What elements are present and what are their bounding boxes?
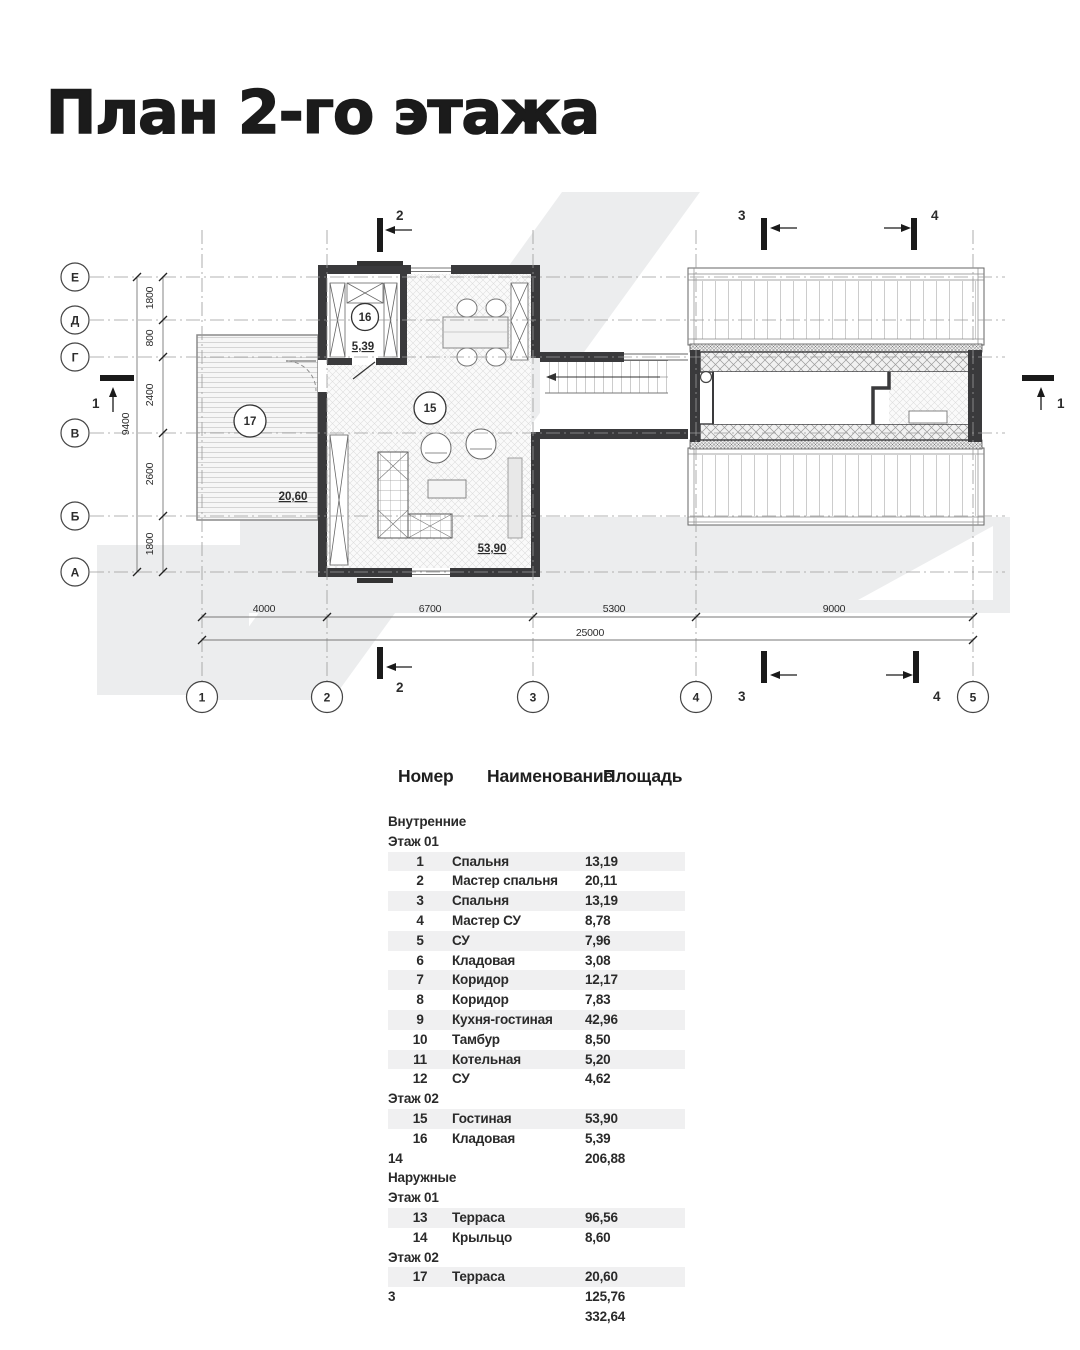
page-title: План 2-го этажа [46, 78, 600, 148]
table-row: 12 СУ 4,62 [412, 1071, 611, 1087]
table-section-row: Этаж 02 [388, 1249, 439, 1265]
header-area: Площадь [603, 766, 683, 786]
table-row: 2 Мастер спальня 20,11 [416, 873, 618, 889]
section-label: 4 [933, 689, 941, 704]
table-section-row: Внутренние [388, 814, 467, 829]
svg-text:4000: 4000 [252, 603, 276, 615]
header-name: Наименование [487, 766, 613, 786]
corridor-furniture [909, 411, 947, 423]
table-section-row: Этаж 01 [388, 1190, 439, 1206]
axis-label: Д [70, 313, 80, 328]
axis-label: Е [70, 270, 80, 285]
wardrobe [511, 283, 528, 360]
axis-label: 2 [323, 690, 331, 705]
svg-text:25000: 25000 [575, 627, 605, 639]
rooms-table [388, 766, 685, 1327]
svg-text:1800: 1800 [144, 286, 156, 310]
table-summary-row: 3 125,76 [388, 1289, 626, 1305]
table-row: 11 Котельная 5,20 [388, 1050, 685, 1070]
header-number: Номер [398, 766, 454, 786]
table-section-row: Этаж 01 [388, 833, 439, 849]
svg-text:5300: 5300 [602, 603, 626, 615]
section-label: 1 [92, 396, 100, 411]
table-row: 9 Кухня-гостиная 42,96 [388, 1010, 685, 1030]
row-axis-bubbles [61, 263, 89, 586]
svg-text:1800: 1800 [144, 532, 156, 556]
section-label: 2 [396, 208, 404, 223]
section-label: 3 [738, 208, 746, 223]
room-area: 5,39 [351, 341, 375, 353]
table-row: 5 СУ 7,96 [388, 931, 685, 951]
table-row: 14 Крыльцо 8,60 [412, 1229, 611, 1245]
stairs [540, 352, 690, 439]
table-section-row: Этаж 02 [388, 1091, 439, 1107]
section-label: 3 [738, 689, 746, 704]
axis-label: 4 [692, 690, 700, 705]
section-label: 1 [1057, 396, 1065, 411]
table-header [388, 766, 685, 812]
axis-label: 1 [198, 690, 206, 705]
chimney-column [701, 372, 712, 383]
wing-roof-south [688, 448, 984, 525]
table-row: 6 Кладовая 3,08 [416, 952, 611, 968]
axis-label: В [70, 426, 80, 441]
section-label: 4 [931, 208, 939, 223]
table-row: 13 Терраса 96,56 [388, 1208, 685, 1228]
room-number: 16 [358, 312, 372, 324]
table-summary-row: 332,64 [585, 1308, 626, 1324]
table-row: 3 Спальня 13,19 [388, 891, 685, 911]
table-row: 10 Тамбур 8,50 [412, 1031, 611, 1047]
axis-label: Г [71, 350, 79, 365]
table-row: 17 Терраса 20,60 [388, 1267, 685, 1287]
svg-text:2600: 2600 [144, 462, 156, 486]
room-number: 15 [423, 403, 437, 415]
table-row: 8 Коридор 7,83 [416, 992, 611, 1008]
section-label: 2 [396, 680, 404, 695]
wing-roof-north [688, 268, 984, 345]
table-summary-row: 14 206,88 [388, 1150, 626, 1166]
axis-label: 3 [529, 690, 537, 705]
axis-label: 5 [969, 690, 977, 705]
table-row: 7 Коридор 12,17 [388, 970, 685, 990]
table-row: 16 Кладовая 5,39 [412, 1130, 611, 1146]
svg-text:6700: 6700 [418, 603, 442, 615]
table-row: 1 Спальня 13,19 [388, 852, 685, 872]
svg-text:800: 800 [144, 329, 156, 347]
room-area: 53,90 [477, 543, 507, 555]
room-number: 17 [243, 416, 257, 428]
table-section-row: Наружные [388, 1170, 457, 1186]
floor-plan [0, 150, 1080, 770]
table-row: 15 Гостиная 53,90 [388, 1109, 685, 1129]
svg-text:9000: 9000 [822, 603, 846, 615]
table-row: 4 Мастер СУ 8,78 [416, 912, 611, 928]
svg-text:9400: 9400 [120, 412, 132, 436]
axis-label: Б [70, 509, 80, 524]
room-area: 20,60 [278, 491, 308, 503]
svg-text:2400: 2400 [144, 383, 156, 407]
axis-label: А [70, 565, 80, 580]
